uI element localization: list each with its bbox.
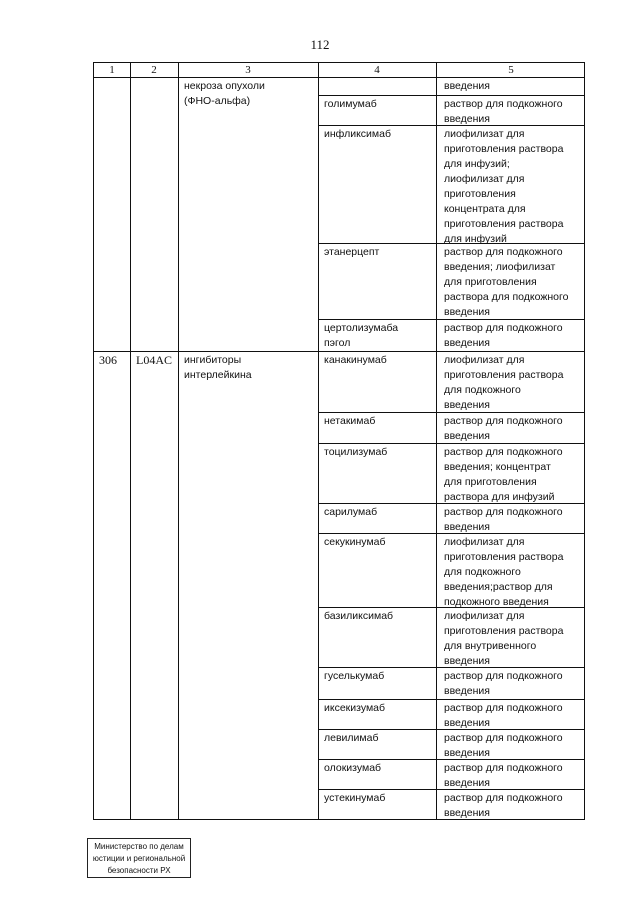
drug-form: лиофилизат для приготовления раствора для внутривенного введения xyxy=(444,610,564,667)
drug-form: раствор для подкожного введения xyxy=(444,732,563,759)
drug-name: левилимаб xyxy=(324,732,379,744)
drug-name: базиликсимаб xyxy=(324,610,394,622)
drug-form: раствор для подкожного введения; концентрат для приготовления раствора для инфузий xyxy=(444,446,563,503)
drug-name: этанерцепт xyxy=(324,246,380,258)
drug-form: раствор для подкожного введения xyxy=(444,762,563,789)
header-col-1: 1 xyxy=(109,64,115,76)
drug-form: раствор для подкожного введения xyxy=(444,415,563,442)
drug-form: раствор для подкожного введения xyxy=(444,506,563,533)
drug-form: введения xyxy=(444,80,490,92)
drug-form: раствор для подкожного введения xyxy=(444,322,563,349)
group-306-category: ингибиторы интерлейкина xyxy=(184,354,252,381)
drug-name: иксекизумаб xyxy=(324,702,386,714)
drug-form: раствор для подкожного введения xyxy=(444,792,563,819)
header-col-3: 3 xyxy=(245,64,251,76)
drug-form: лиофилизат для приготовления раствора для подкожного введения xyxy=(444,354,564,411)
drug-name: олокизумаб xyxy=(324,762,382,774)
row-number: 306 xyxy=(99,353,117,367)
atc-code: L04AC xyxy=(136,353,172,367)
drug-name: цертолизумаба пэгол xyxy=(324,322,399,349)
drug-table xyxy=(93,62,585,820)
header-col-5: 5 xyxy=(508,64,514,76)
drug-name: голимумаб xyxy=(324,98,377,110)
drug-name: устекинумаб xyxy=(324,792,386,804)
drug-form: раствор для подкожного введения xyxy=(444,702,563,729)
drug-name: сарилумаб xyxy=(324,506,378,518)
header-col-4: 4 xyxy=(374,64,380,76)
drug-form: лиофилизат для приготовления раствора для подкожного введения;раствор для подкожного введения xyxy=(444,536,564,608)
page-number: 112 xyxy=(310,37,330,52)
header-col-2: 2 xyxy=(151,64,157,76)
drug-name: нетакимаб xyxy=(324,415,376,427)
drug-name: гуселькумаб xyxy=(324,670,385,682)
drug-form: раствор для подкожного введения; лиофилизат для приготовления раствора для подкожного введения xyxy=(444,246,569,318)
group-prev-category: некроза опухоли (ФНО-альфа) xyxy=(184,80,265,107)
drug-name: секукинумаб xyxy=(324,536,386,548)
drug-name: инфликсимаб xyxy=(324,128,391,140)
ministry-stamp: Министерство по делам юстиции и региональной безопасности РХ xyxy=(87,838,191,878)
drug-form: раствор для подкожного введения xyxy=(444,670,563,697)
drug-name: канакинумаб xyxy=(324,354,387,366)
drug-form: лиофилизат для приготовления раствора для инфузий; лиофилизат для приготовления концентрата для приготовления раствора для инфузий xyxy=(444,128,564,245)
drug-form: раствор для подкожного введения xyxy=(444,98,563,125)
drug-name: тоцилизумаб xyxy=(324,446,388,458)
